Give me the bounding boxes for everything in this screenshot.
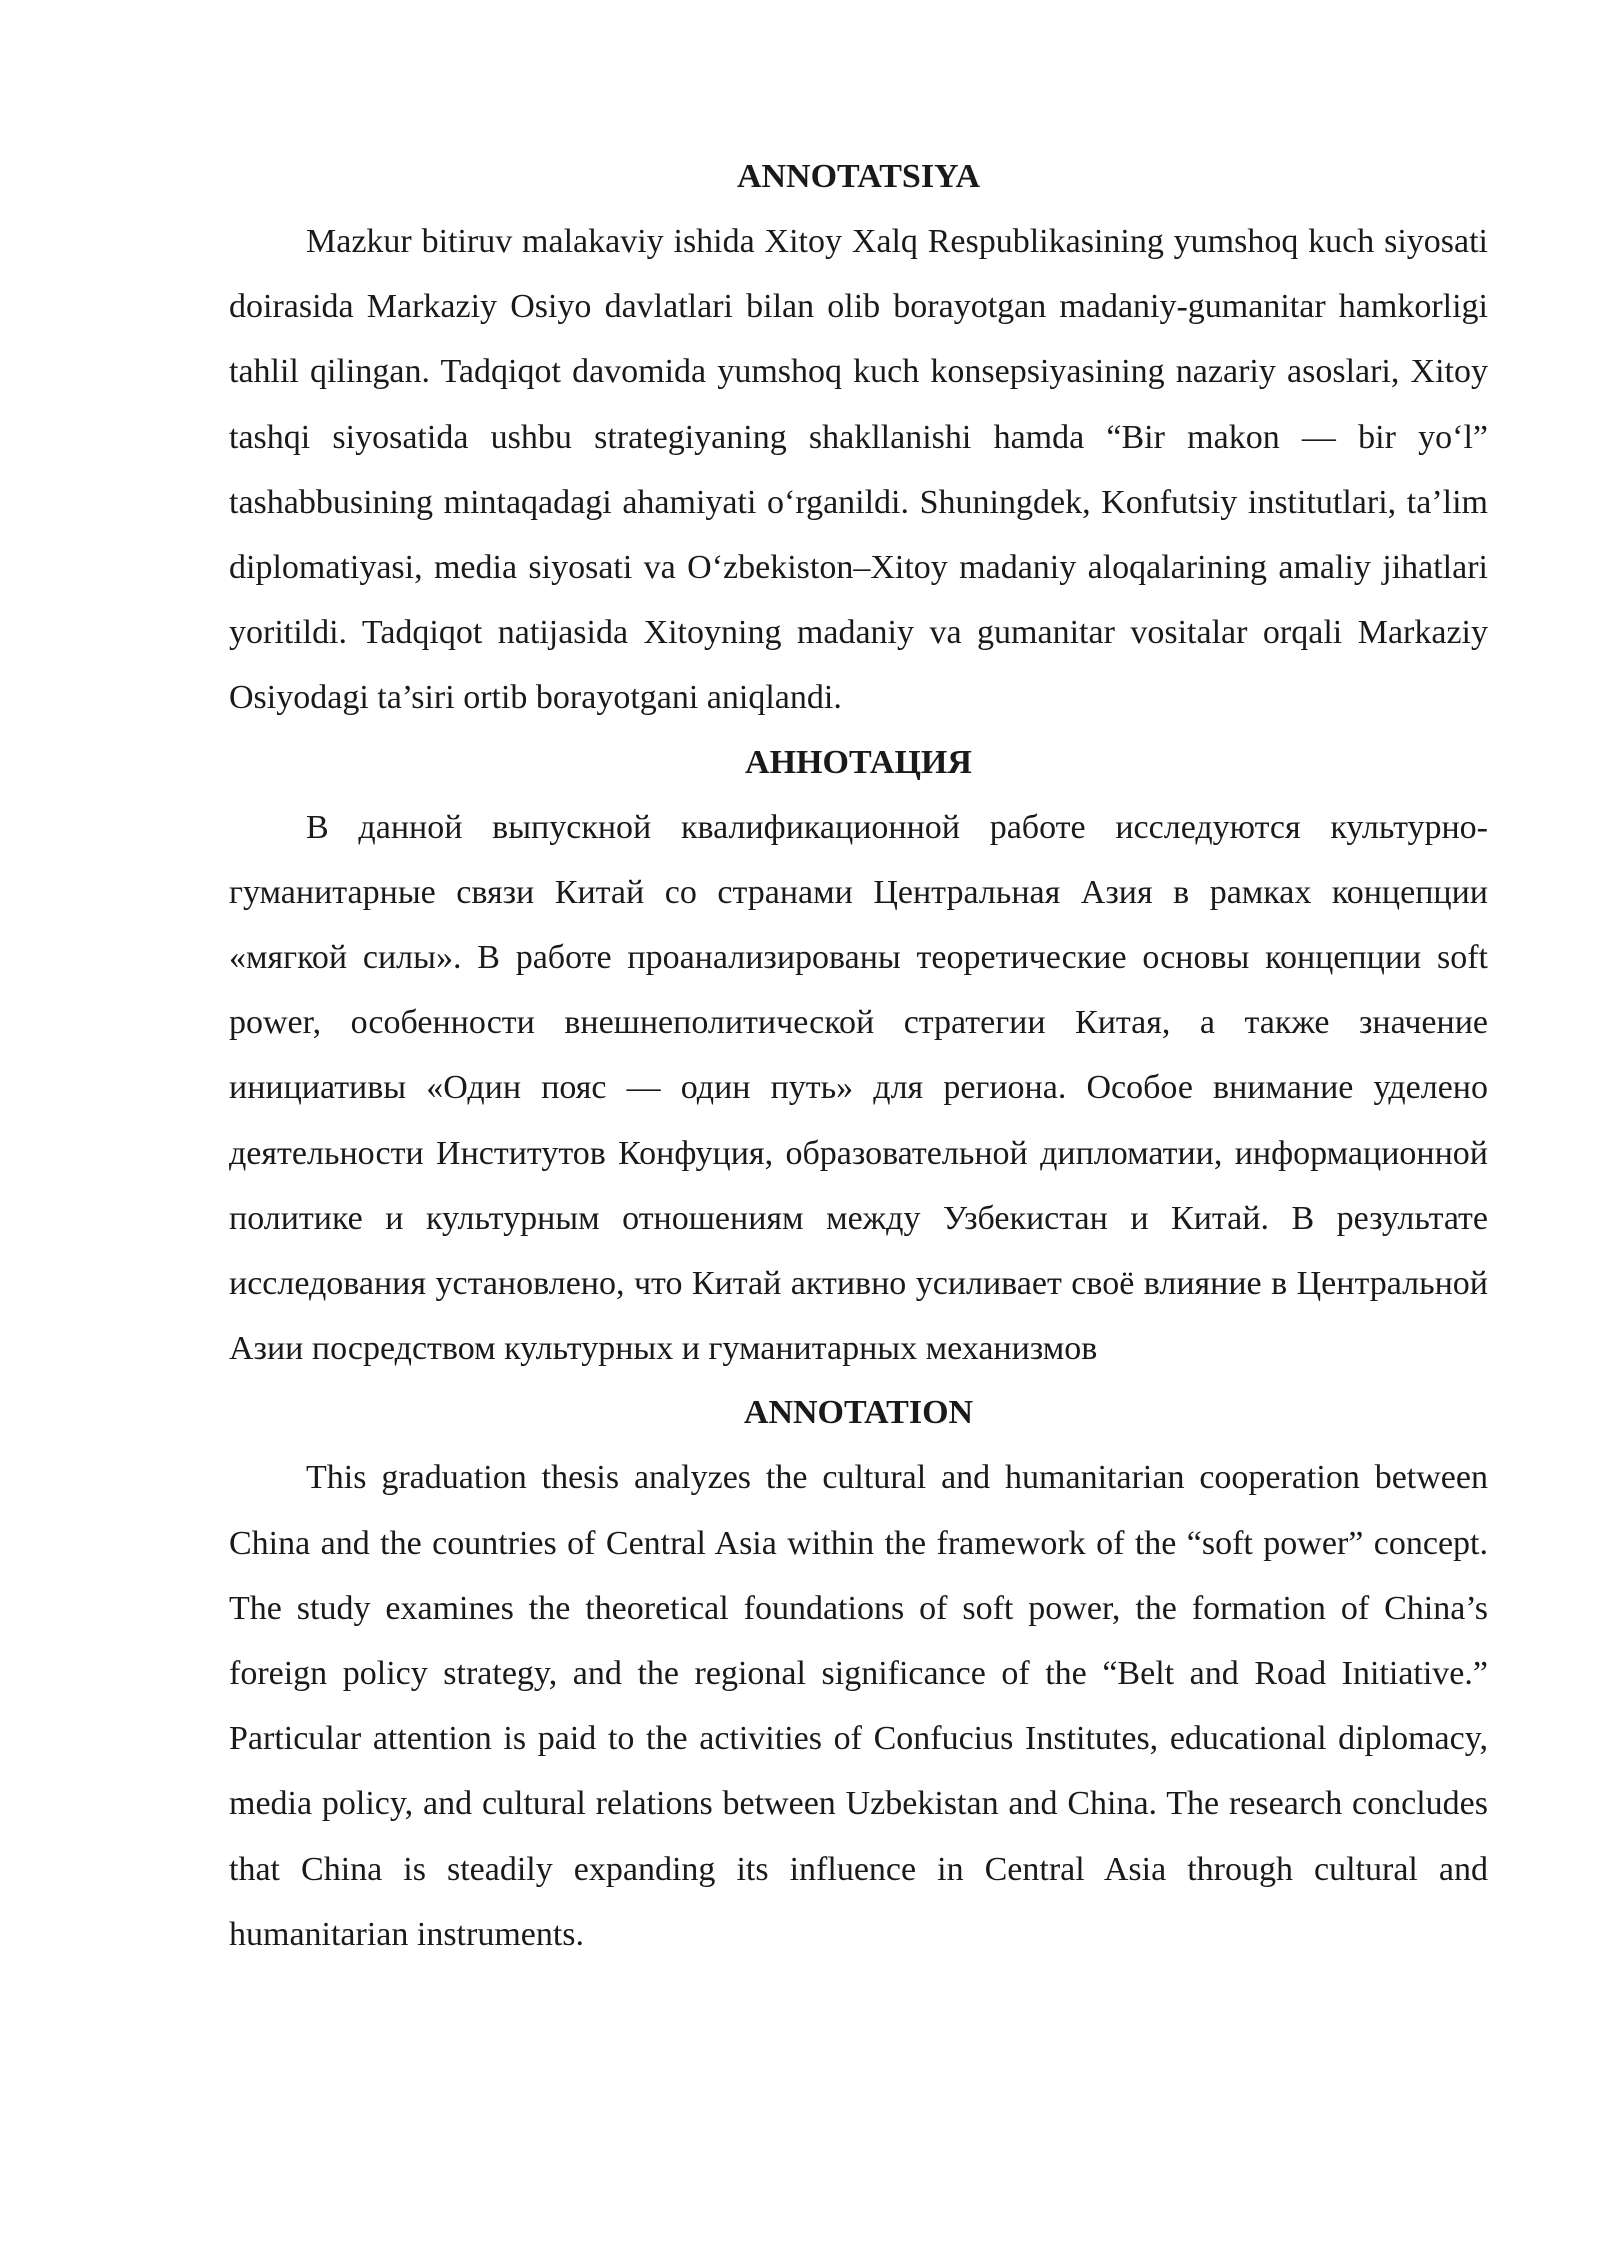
english-annotation-section xyxy=(229,1381,1488,1967)
english-annotation-title: ANNOTATION xyxy=(743,1394,974,1432)
uzbek-annotation-title: ANNOTATSIYA xyxy=(736,158,981,195)
english-annotation-text: This graduation thesis analyzes the cultural and humanitarian cooperation between China and the countries of Central Asia within the framework of the “soft power” concept. The study examines the theoretical foundations of soft power, the formation of China’s foreign policy strategy, and the regional significance of the “Belt and Road Initiative.” Particular attention is paid to the activities of Confucius Institutes, educational diplomacy, media policy, and cultural relations between Uzbekistan and China. The research concludes that China is steadily expanding its influence in Central Asia through cultural and humanitarian instruments. xyxy=(229,1459,1488,1953)
document-page xyxy=(229,145,1488,1967)
russian-annotation-title: АННОТАЦИЯ xyxy=(745,743,972,781)
uzbek-annotation-section xyxy=(229,145,1488,731)
uzbek-annotation-text: Mazkur bitiruv malakaviy ishida Xitoy Xalq Respublikasining yumshoq kuch siyosati doirasida Markaziy Osiyo davlatlari bilan olib borayotgan madaniy-gumanitar hamkorligi tahlil qilingan. Tadqiqot davomida yumshoq kuch konsepsiyasining nazariy asoslari, Xitoy tashqi siyosatida ushbu strategiyaning shakllanishi hamda “Bir makon — bir yo‘l” tashabbusining mintaqadagi ahamiyati o‘rganildi. Shuningdek, Konfutsiy institutlari, ta’lim diplomatiyasi, media siyosati va O‘zbekiston–Xitoy madaniy aloqalarining amaliy jihatlari yoritildi. Tadqiqot natijasida Xitoyning madaniy va gumanitar vositalar orqali Markaziy Osiyodagi ta’siri ortib borayotgani aniqlandi. xyxy=(229,223,1488,717)
russian-annotation-text: В данной выпускной квалификационной работе исследуются культурно-гуманитарные связи Китай со странами Центральная Азия в рамках концепции «мягкой силы». В работе проанализированы теоретические основы концепции soft power, особенности внешнеполитической стратегии Китая, а также значение инициативы «Один пояс — один путь» для региона. Особое внимание уделено деятельности Институтов Конфуция, образовательной дипломатии, информационной политике и культурным отношениям между Узбекистан и Китай. В результате исследования установлено, что Китай активно усиливает своё влияние в Центральной Азии посредством культурных и гуманитарных механизмов xyxy=(229,808,1488,1368)
russian-annotation-section xyxy=(229,731,1488,1382)
